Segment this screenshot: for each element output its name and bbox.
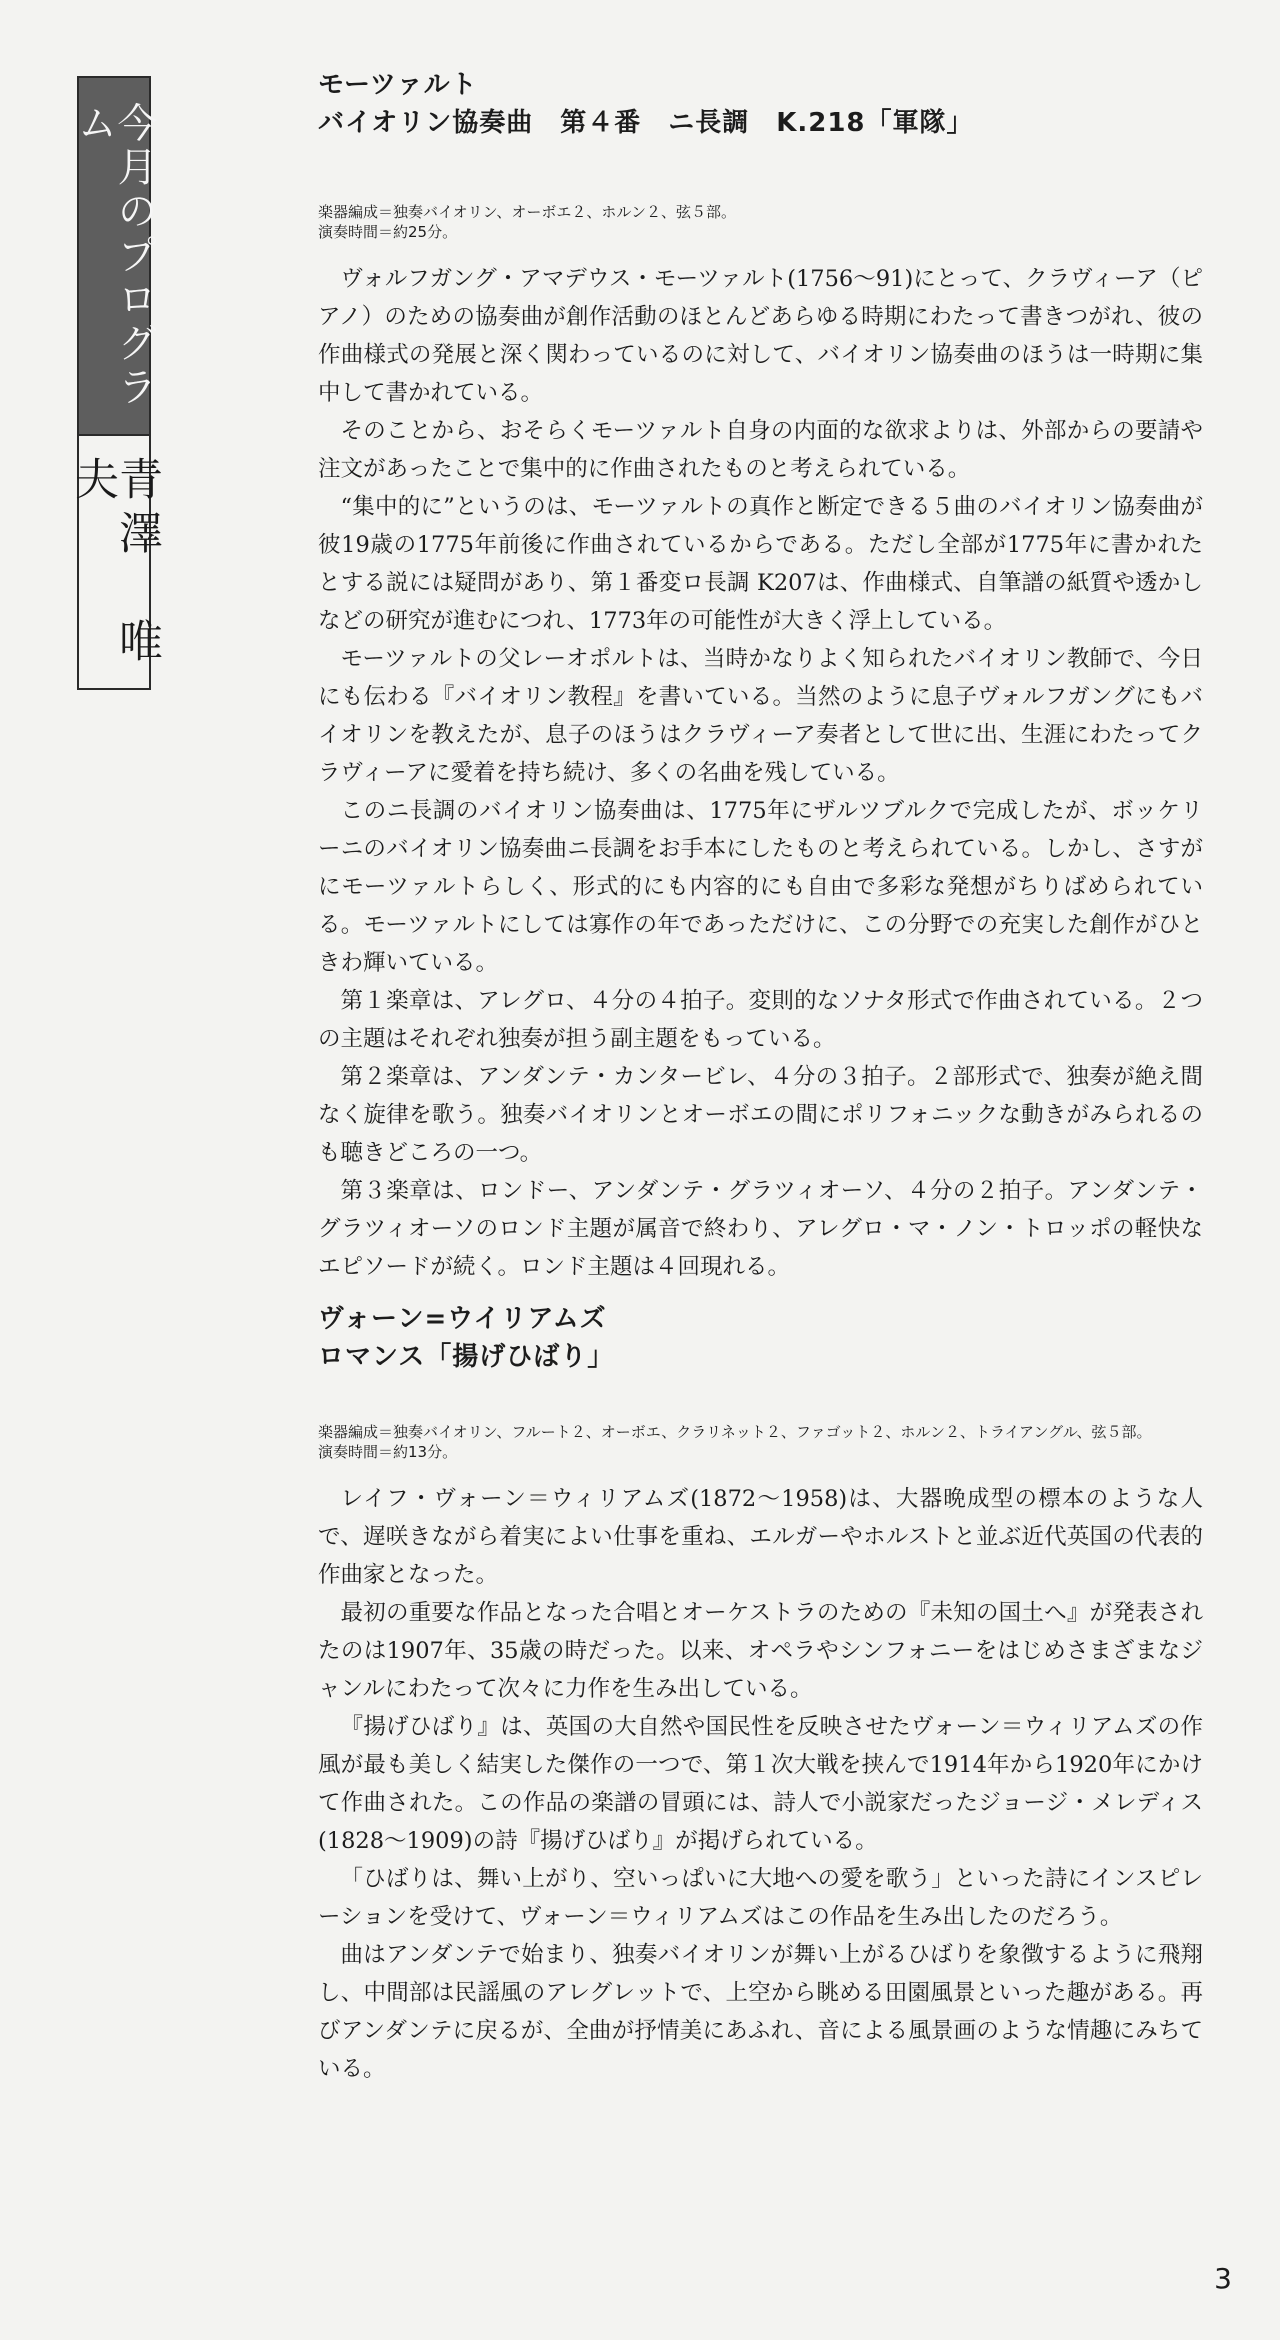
work-specs bbox=[318, 202, 1203, 242]
article-content bbox=[318, 66, 1203, 2088]
paragraph: モーツァルトの父レーオポルトは、当時かなりよく知られたバイオリン教師で、今日にも伝わる『バイオリン教程』を書いている。当然のように息子ヴォルフガングにもバイオリンを教えたが、息子のほうはクラヴィーア奏者として世に出、生涯にわたってクラヴィーアに愛着を持ち続け、多くの名曲を残している。 bbox=[318, 646, 1203, 786]
instrumentation-value: 独奏バイオリン、フルート２、オーボエ、クラリネット２、ファゴット２、ホルン２、トライアングル、弦５部。 bbox=[393, 1423, 1152, 1441]
paragraph: レイフ・ヴォーン＝ウィリアムズ(1872〜1958)は、大器晩成型の標本のような人で、遅咲きながら着実によい仕事を重ね、エルガーやホルストと並ぶ近代英国の代表的作曲家となった。 bbox=[318, 1486, 1203, 1588]
duration-label: 演奏時間＝ bbox=[318, 1443, 394, 1461]
paragraph: 「ひばりは、舞い上がり、空いっぱいに大地への愛を歌う」といった詩にインスピレーションを受けて、ヴォーン＝ウィリアムズはこの作品を生み出したのだろう。 bbox=[318, 1866, 1203, 1930]
composer-name: モーツァルト bbox=[318, 70, 478, 100]
paragraph: 『揚げひばり』は、英国の大自然や国民性を反映させたヴォーン＝ウィリアムズの作風が最も美しく結実した傑作の一つで、第１次大戦を挟んで1914年から1920年にかけて作曲された。この作品の楽譜の冒頭には、詩人で小説家だったジョージ・メレディス(1828〜1909)の詩『揚げひばり』が掲げられている。 bbox=[318, 1714, 1203, 1854]
page-number: 3 bbox=[1214, 2262, 1232, 2295]
sidebar-label: 今月のプログラム bbox=[71, 102, 157, 410]
composer-name: ヴォーン=ウイリアムズ bbox=[318, 1304, 607, 1334]
sidebar-label-box bbox=[71, 78, 157, 434]
paragraph: そのことから、おそらくモーツァルト自身の内面的な欲求よりは、外部からの要請や注文があったことで集中的に作曲されたものと考えられている。 bbox=[318, 418, 1203, 482]
sidebar-author: 青澤 唯夫 bbox=[67, 456, 162, 672]
paragraph: ヴォルフガング・アマデウス・モーツァルト(1756〜91)にとって、クラヴィーア（ピアノ）のための協奏曲が創作活動のほとんどあらゆる時期にわたって書きつがれ、彼の作曲様式の発展と深く関わっているのに対して、バイオリン協奏曲のほうは一時期に集中して書かれている。 bbox=[318, 266, 1203, 406]
paragraph: 第１楽章は、アレグロ、４分の４拍子。変則的なソナタ形式で作曲されている。２つの主題はそれぞれ独奏が担う副主題をもっている。 bbox=[318, 988, 1203, 1052]
instrumentation-row bbox=[318, 1422, 1203, 1442]
paragraph: このニ長調のバイオリン協奏曲は、1775年にザルツブルクで完成したが、ボッケリーニのバイオリン協奏曲ニ長調をお手本にしたものと考えられている。しかし、さすがにモーツァルトらしく、形式的にも内容的にも自由で多彩な発想がちりばめられている。モーツァルトにしては寡作の年であっただけに、この分野での充実した創作がひときわ輝いている。 bbox=[318, 798, 1203, 976]
duration-value: 約25分。 bbox=[393, 223, 458, 241]
duration-value: 約13分。 bbox=[393, 1443, 458, 1461]
duration-row bbox=[318, 222, 1203, 242]
section-body bbox=[318, 260, 1203, 1286]
work-specs bbox=[318, 1422, 1203, 1462]
paragraph: 第３楽章は、ロンドー、アンダンテ・グラツィオーソ、４分の２拍子。アンダンテ・グラツィオーソのロンド主題が属音で終わり、アレグロ・マ・ノン・トロッポの軽快なエピソードが続く。ロンド主題は４回現れる。 bbox=[318, 1178, 1203, 1280]
section-vaughan-williams bbox=[318, 1300, 1203, 2088]
section-mozart bbox=[318, 66, 1203, 1286]
instrumentation-label: 楽器編成＝ bbox=[318, 1423, 394, 1441]
paragraph: 最初の重要な作品となった合唱とオーケストラのための『未知の国土へ』が発表されたのは1907年、35歳の時だった。以来、オペラやシンフォニーをはじめさまざまなジャンルにわたって次々に力作を生み出している。 bbox=[318, 1600, 1203, 1702]
program-sidebar bbox=[67, 76, 162, 690]
sidebar-author-box bbox=[67, 434, 162, 688]
instrumentation-value: 独奏バイオリン、オーボエ２、ホルン２、弦５部。 bbox=[393, 203, 736, 221]
paragraph: 曲はアンダンテで始まり、独奏バイオリンが舞い上がるひばりを象徴するように飛翔し、中間部は民謡風のアレグレットで、上空から眺める田園風景といった趣がある。再びアンダンテに戻るが、全曲が抒情美にあふれ、音による風景画のような情趣にみちている。 bbox=[318, 1942, 1203, 2082]
instrumentation-row bbox=[318, 202, 1203, 222]
work-title: バイオリン協奏曲 第４番 ニ長調 K.218「軍隊」 bbox=[318, 108, 974, 138]
duration-label: 演奏時間＝ bbox=[318, 223, 394, 241]
duration-row bbox=[318, 1442, 1203, 1462]
work-title: ロマンス「揚げひばり」 bbox=[318, 1342, 615, 1372]
section-body bbox=[318, 1480, 1203, 2088]
paragraph: “集中的に”というのは、モーツァルトの真作と断定できる５曲のバイオリン協奏曲が彼19歳の1775年前後に作曲されているからである。ただし全部が1775年に書かれたとする説には疑問があり、第１番変ロ長調 K207は、作曲様式、自筆譜の紙質や透かしなどの研究が進むにつれ、1773年の可能性が大きく浮上している。 bbox=[318, 494, 1203, 634]
paragraph: 第２楽章は、アンダンテ・カンタービレ、４分の３拍子。２部形式で、独奏が絶え間なく旋律を歌う。独奏バイオリンとオーボエの間にポリフォニックな動きがみられるのも聴きどころの一つ。 bbox=[318, 1064, 1203, 1166]
instrumentation-label: 楽器編成＝ bbox=[318, 203, 394, 221]
